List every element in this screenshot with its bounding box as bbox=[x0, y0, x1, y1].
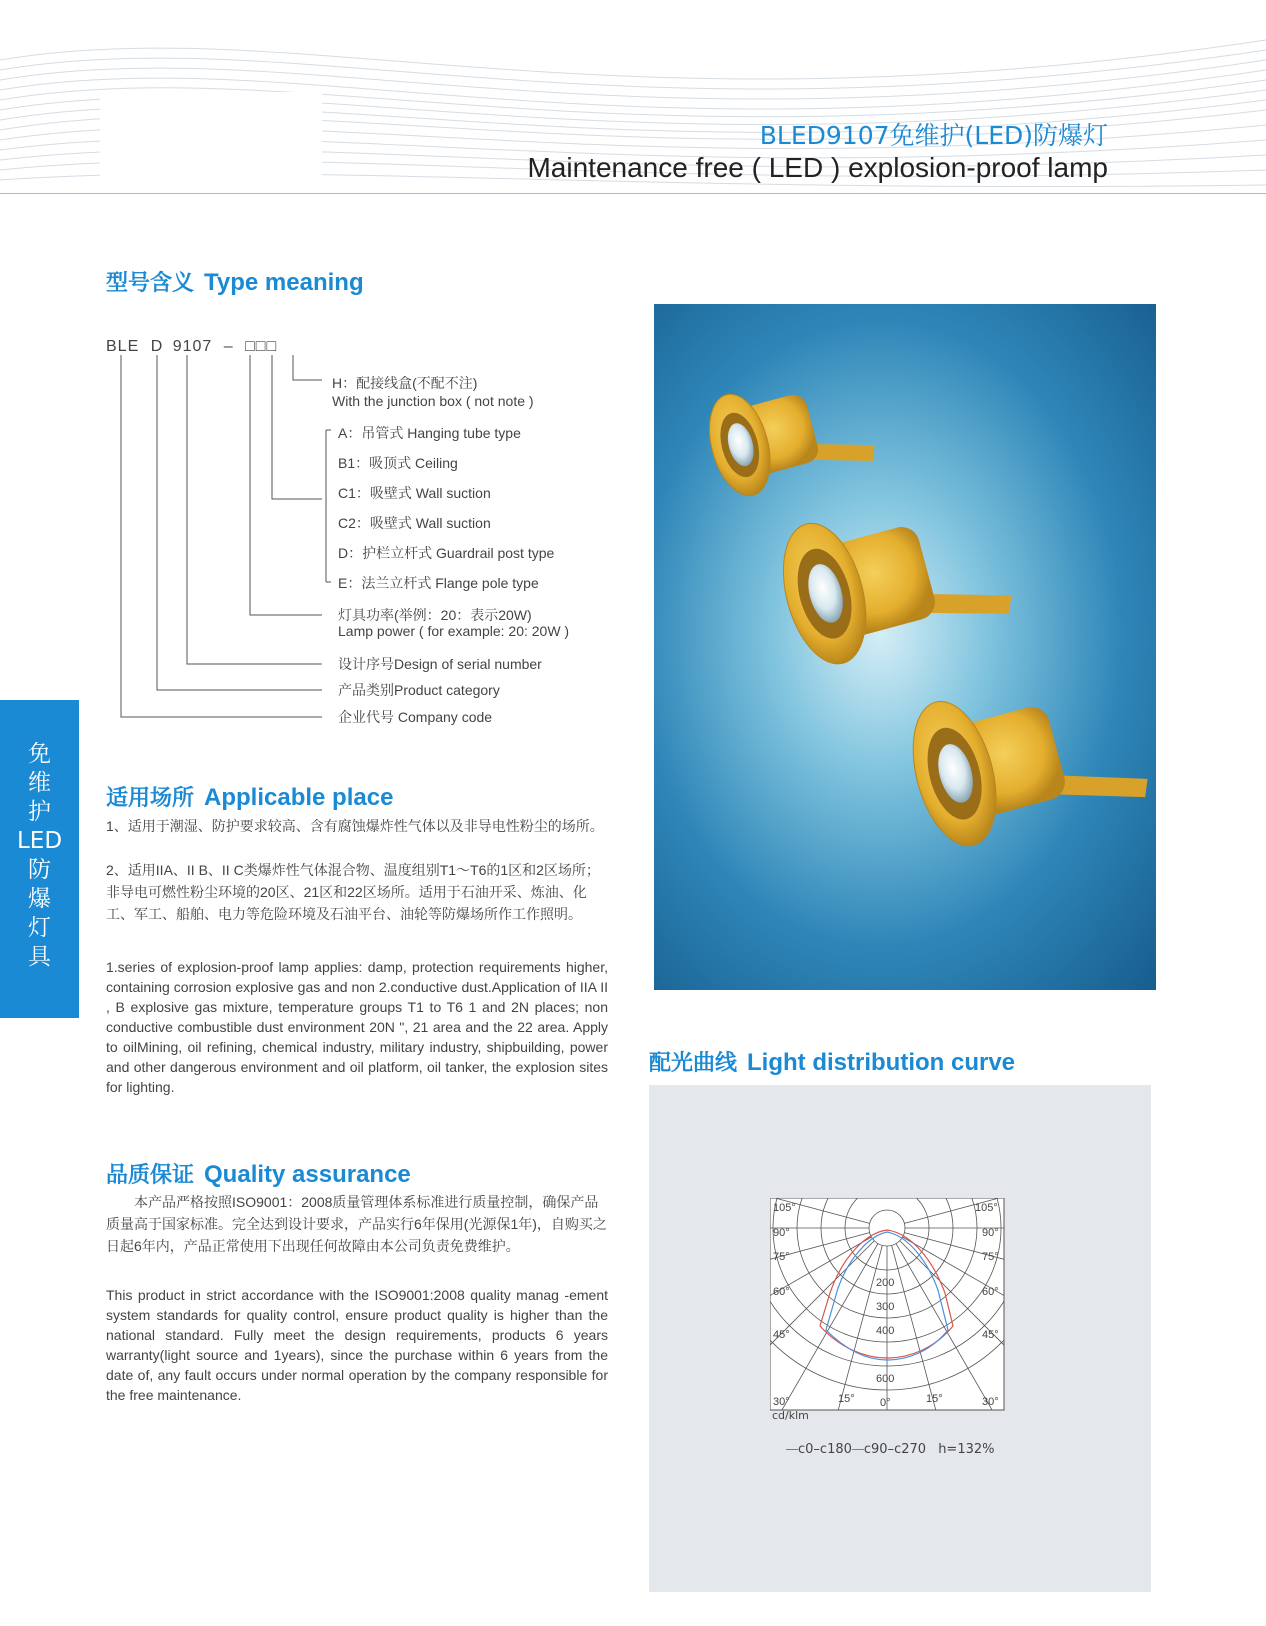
angle-label: 30° bbox=[773, 1396, 790, 1408]
angle-label: 0° bbox=[880, 1397, 891, 1409]
type-meaning-heading-en: Type meaning bbox=[204, 269, 364, 296]
radial-label: 200 bbox=[876, 1277, 895, 1289]
polar-light-distribution-chart bbox=[770, 1198, 1006, 1414]
type-code-part3: 9107 bbox=[172, 338, 213, 355]
type-code-part2: D bbox=[150, 338, 164, 355]
type-item-power-en: Lamp power ( for example: 20: 20W ) bbox=[338, 623, 570, 639]
header-title-cn: BLED9107免维护(LED)防爆灯 bbox=[759, 121, 1108, 150]
type-item-a: A：吊管式 Hanging tube type bbox=[338, 425, 521, 441]
angle-label: 15° bbox=[926, 1393, 943, 1405]
legend-h-value: h=132% bbox=[938, 1442, 995, 1457]
angle-label: 45° bbox=[982, 1329, 999, 1341]
quality-heading-cn: 品质保证 bbox=[106, 1162, 195, 1187]
type-item-d: D：护栏立杆式 Guardrail post type bbox=[338, 545, 555, 561]
angle-label: 60° bbox=[982, 1286, 999, 1298]
type-item-c1: C1：吸壁式 Wall suction bbox=[338, 485, 491, 501]
applicable-heading-en: Applicable place bbox=[204, 784, 394, 811]
sidebar-char: 维 bbox=[28, 770, 51, 796]
type-code-boxes: □□□ bbox=[245, 338, 278, 355]
type-meaning-tree-lines bbox=[100, 355, 340, 727]
angle-label: 105° bbox=[975, 1202, 998, 1214]
sidebar-char: 护 bbox=[28, 799, 51, 825]
angle-label: 90° bbox=[773, 1227, 790, 1239]
curve-legend bbox=[786, 1442, 995, 1457]
quality-heading bbox=[106, 1158, 411, 1189]
applicable-heading-cn: 适用场所 bbox=[106, 785, 195, 810]
angle-label: 90° bbox=[982, 1227, 999, 1239]
radial-label: 400 bbox=[876, 1325, 895, 1337]
quality-heading-en: Quality assurance bbox=[204, 1161, 411, 1188]
type-code-dash: – bbox=[223, 338, 234, 355]
sidebar-char: 灯 bbox=[28, 915, 51, 941]
type-meaning-heading bbox=[106, 266, 364, 297]
type-code-part1: BLE bbox=[106, 338, 140, 355]
angle-label: 15° bbox=[838, 1393, 855, 1405]
applicable-en: 1.series of explosion-proof lamp applies: damp, protection requirements higher, containing corrosion explosive gas and non 2.conductive dust.Application of IIA II , B explosive gas mixture, temperature groups T1 to T6 1 and 2N places; non conductive combustible dust environment 20N ", 21 area and the 22 area. Apply to oilMining, oil refining, chemical industry, military industry, shipbuilding, power and other dangerous environment and oil platform, oil tanker, the explosion sites for lighting. bbox=[106, 959, 608, 1095]
type-item-h-cn: H：配接线盒(不配不注) bbox=[332, 375, 478, 391]
type-item-b1: B1：吸顶式 Ceiling bbox=[338, 455, 458, 471]
legend-label-c90: c90–c270 bbox=[863, 1442, 927, 1457]
type-meaning-heading-cn: 型号含义 bbox=[106, 270, 195, 295]
type-item-power-cn: 灯具功率(举例：20：表示20W) bbox=[338, 607, 532, 623]
type-item-c2: C2：吸壁式 Wall suction bbox=[338, 515, 491, 531]
type-item-h-en: With the junction box ( not note ) bbox=[332, 393, 534, 409]
legend-swatch-c0 bbox=[786, 1449, 798, 1450]
angle-label: 75° bbox=[982, 1251, 999, 1263]
header-title-en: Maintenance free ( LED ) explosion-proof lamp bbox=[527, 152, 1108, 183]
type-item-serial: 设计序号Design of serial number bbox=[338, 656, 542, 672]
light-curve-heading-en: Light distribution curve bbox=[747, 1049, 1016, 1076]
sidebar-char: 防 bbox=[28, 857, 51, 883]
explosion-proof-lamp-image bbox=[654, 304, 1156, 990]
type-code bbox=[106, 338, 277, 356]
type-item-company: 企业代号 Company code bbox=[338, 709, 493, 725]
angle-label: 60° bbox=[773, 1286, 790, 1298]
quality-en: This product in strict accordance with the ISO9001:2008 quality manag -ement system standards for quality control, ensure product quality is higher than the national standard. Fully meet the design requirements, products 6 years warranty(light source and 1years), since the purchase within 6 years from the date of, any fault occurs under normal operation by the company responsible for the free maintenance. bbox=[106, 1287, 608, 1403]
angle-label: 105° bbox=[773, 1202, 796, 1214]
quality-cn: 本产品严格按照ISO9001：2008质量管理体系标准进行质量控制，确保产品质量高于国家标准。完全达到设计要求，产品实行6年保用(光源保1年)，自购买之日起6年内，产品正常使用下出现任何故障由本公司负责免费维护。 bbox=[106, 1194, 607, 1254]
sidebar-char: 免 bbox=[28, 741, 51, 767]
radial-label: 300 bbox=[876, 1301, 895, 1313]
applicable-cn-2: 2、适用IIA、II B、II C类爆炸性气体混合物、温度组别T1～T6的1区和2区场所；非导电可燃性粉尘环境的20区、21区和22区场所。适用于石油开采、炼油、化工、军工、船舶、电力等危险环境及石油平台、油轮等防爆场所作工作照明。 bbox=[106, 862, 600, 922]
polar-unit-label: cd/klm bbox=[772, 1409, 809, 1422]
applicable-heading bbox=[106, 781, 393, 812]
legend-label-c0: c0–c180 bbox=[798, 1442, 852, 1457]
type-item-e: E：法兰立杆式 Flange pole type bbox=[338, 575, 539, 591]
type-item-category: 产品类别Product category bbox=[338, 682, 500, 698]
header-divider bbox=[0, 193, 1266, 194]
sidebar-char: 爆 bbox=[28, 886, 51, 912]
light-curve-heading-cn: 配光曲线 bbox=[649, 1050, 738, 1075]
sidebar-vertical-label bbox=[0, 700, 79, 1018]
light-curve-heading bbox=[649, 1046, 1015, 1077]
sidebar-char: 具 bbox=[28, 944, 51, 970]
angle-label: 45° bbox=[773, 1329, 790, 1341]
radial-label: 600 bbox=[876, 1373, 895, 1385]
angle-label: 30° bbox=[982, 1396, 999, 1408]
applicable-cn-1: 1、适用于潮湿、防护要求较高、含有腐蚀爆炸性气体以及非导电性粉尘的场所。 bbox=[106, 818, 604, 834]
sidebar-char: LED bbox=[16, 828, 63, 854]
angle-label: 75° bbox=[773, 1251, 790, 1263]
legend-swatch-c90 bbox=[852, 1449, 864, 1450]
product-photo bbox=[654, 304, 1156, 990]
